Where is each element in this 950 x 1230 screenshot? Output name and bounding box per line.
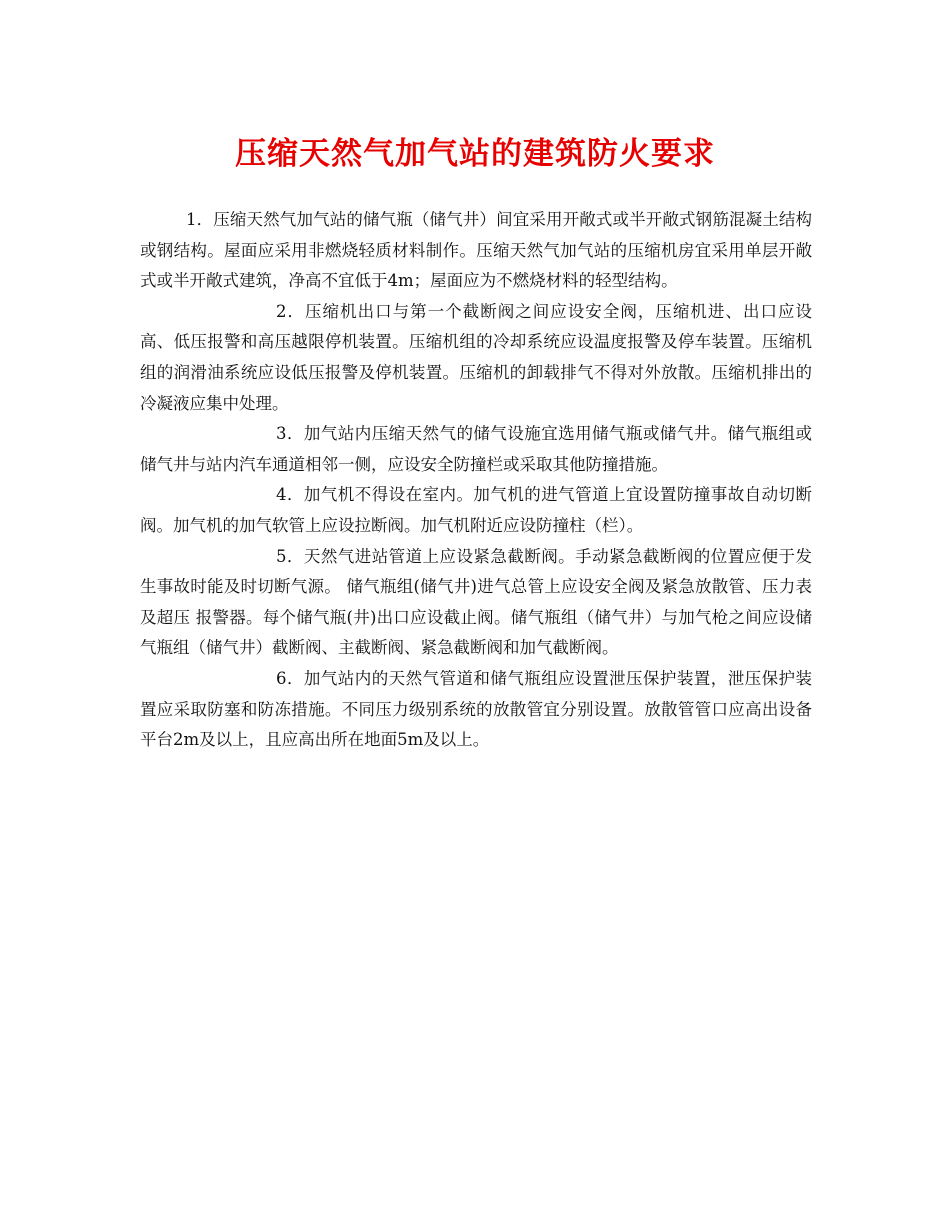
paragraph-4: 4．加气机不得设在室内。加气机的进气管道上宜设置防撞事故自动切断阀。加气机的加气软管上应设拉断阀。加气机附近应设防撞柱（栏）。 [140, 485, 812, 535]
document-body [140, 205, 812, 756]
paragraph-3: 3．加气站内压缩天然气的储气设施宜选用储气瓶或储气井。储气瓶组或储气井与站内汽车通道相邻一侧，应设安全防撞栏或采取其他防撞措施。 [140, 424, 812, 474]
paragraph-2: 2．压缩机出口与第一个截断阀之间应设安全阀，压缩机进、出口应设高、低压报警和高压越限停机装置。压缩机组的冷却系统应设温度报警及停车装置。压缩机组的润滑油系统应设低压报警及停机装置。压缩机的卸载排气不得对外放散。压缩机排出的冷凝液应集中处理。 [140, 301, 812, 413]
paragraph-1: 1．压缩天然气加气站的储气瓶（储气井）间宜采用开敞式或半开敞式钢筋混凝土结构或钢结构。屋面应采用非燃烧轻质材料制作。压缩天然气加气站的压缩机房宜采用单层开敞式或半开敞式建筑，净高不宜低于4m；屋面应为不燃烧材料的轻型结构。 [140, 210, 812, 291]
paragraph-5: 5．天然气进站管道上应设紧急截断阀。手动紧急截断阀的位置应便于发生事故时能及时切断气源。 储气瓶组(储气井)进气总管上应设安全阀及紧急放散管、压力表及超压 报警器。每个储气瓶(井)出口应设截止阀。储气瓶组（储气井）与加气枪之间应设储气瓶组（储气井）截断阀、主截断阀、紧急截断阀和加气截断阀。 [140, 546, 812, 658]
paragraph-6: 6．加气站内的天然气管道和储气瓶组应设置泄压保护装置，泄压保护装置应采取防塞和防冻措施。不同压力级别系统的放散管宜分别设置。放散管管口应高出设备平台2m及以上，且应高出所在地面5m及以上。 [140, 668, 812, 750]
page-title: 压缩天然气加气站的建筑防火要求 [235, 136, 715, 172]
